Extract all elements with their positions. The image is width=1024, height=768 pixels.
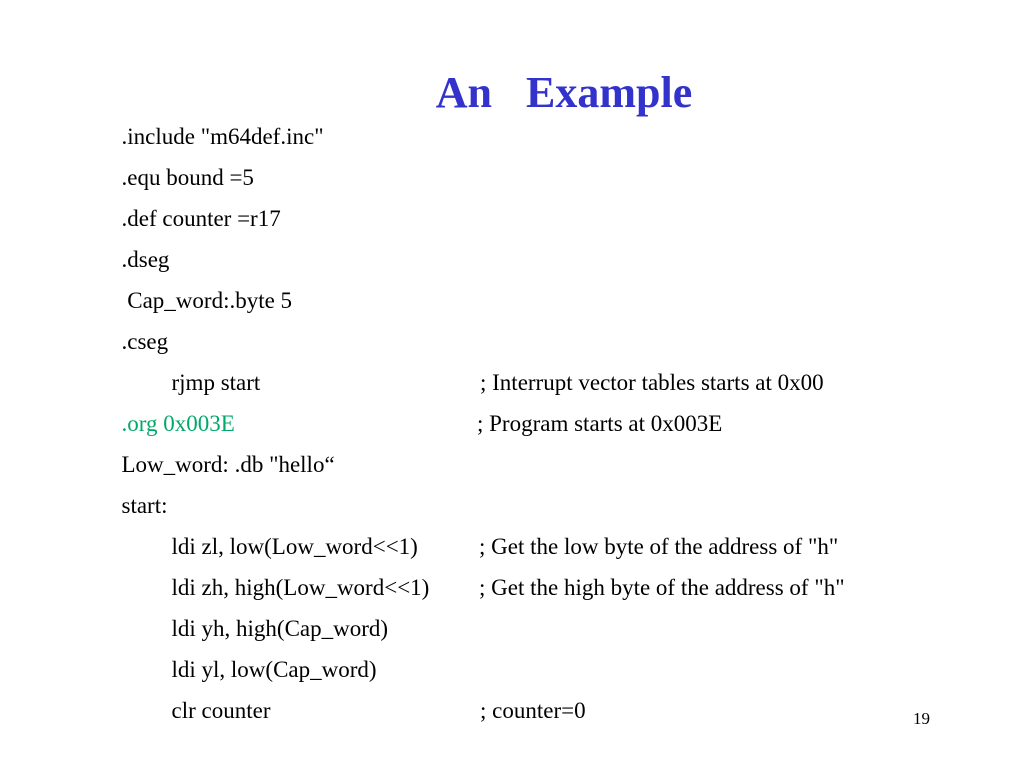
code-text: ldi zl, low(Low_word<<1) xyxy=(171,534,418,559)
code-comment: ; Get the low byte of the address of "h" xyxy=(479,534,839,559)
code-comment: ; Interrupt vector tables starts at 0x00 xyxy=(480,370,824,395)
code-text: rjmp start xyxy=(171,370,261,395)
code-text: .cseg xyxy=(121,329,169,354)
code-line-start-label xyxy=(87,492,168,576)
code-line-cseg xyxy=(87,328,169,412)
code-text: ldi yl, low(Cap_word) xyxy=(171,657,377,682)
code-text: .equ bound =5 xyxy=(121,165,254,190)
code-text: .include "m64def.inc" xyxy=(121,124,324,149)
slide-title: An Example xyxy=(435,68,693,118)
code-comment: ; Program starts at 0x003E xyxy=(477,411,723,436)
code-text: start: xyxy=(121,493,168,518)
code-comment: ; Get the high byte of the address of "h" xyxy=(479,575,845,600)
code-text-highlighted: .org 0x003E xyxy=(121,411,235,436)
code-text: Cap_word:.byte 5 xyxy=(121,288,293,313)
code-comment: ; counter=0 xyxy=(480,698,586,723)
code-line-clr-counter xyxy=(137,697,586,768)
code-text: clr counter xyxy=(171,698,271,723)
code-text: .def counter =r17 xyxy=(121,206,281,231)
code-text: .dseg xyxy=(121,247,170,272)
code-text: ldi zh, high(Low_word<<1) xyxy=(171,575,430,600)
code-text: Low_word: .db "hello“ xyxy=(121,452,335,477)
code-text: ldi yh, high(Cap_word) xyxy=(171,616,389,641)
page-number: 19 xyxy=(913,709,930,728)
